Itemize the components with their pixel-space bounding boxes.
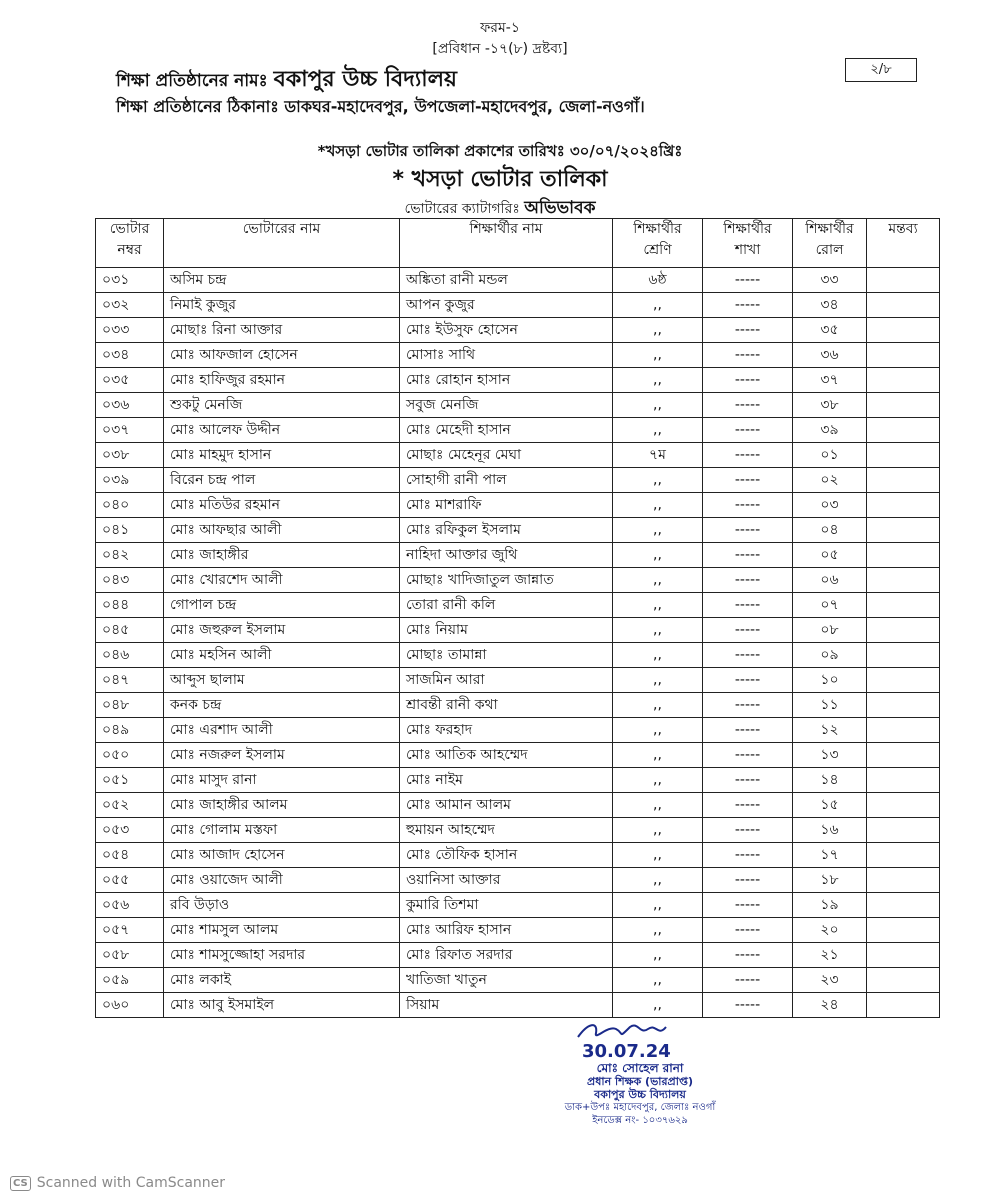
cell-section: -----: [703, 893, 793, 918]
cell-remarks: [867, 743, 940, 768]
cell-voter-no: ০৪৭: [96, 668, 164, 693]
cell-student-name: মোসাঃ সাথি: [400, 343, 613, 368]
cell-remarks: [867, 393, 940, 418]
cell-voter-no: ০৪২: [96, 543, 164, 568]
cell-remarks: [867, 693, 940, 718]
cell-section: -----: [703, 493, 793, 518]
table-row: [96, 343, 940, 368]
cell-voter-name: মোঃ আলেফ উদ্দীন: [164, 418, 400, 443]
cell-section: -----: [703, 943, 793, 968]
cell-voter-name: মোঃ শামসুল আলম: [164, 918, 400, 943]
cell-student-name: মোঃ ফরহাদ: [400, 718, 613, 743]
cell-remarks: [867, 368, 940, 393]
table-row: [96, 518, 940, 543]
cell-section: -----: [703, 743, 793, 768]
cell-section: -----: [703, 718, 793, 743]
category-label: ভোটারের ক্যাটাগরিঃ: [404, 201, 520, 217]
cell-voter-name: মোঃ আজাদ হোসেন: [164, 843, 400, 868]
cell-remarks: [867, 993, 940, 1018]
institution-name: বকাপুর উচ্চ বিদ্যালয়: [273, 67, 457, 92]
cell-class: ,,: [613, 943, 703, 968]
signature-scribble: [578, 1025, 666, 1037]
cell-student-name: ওয়ানিসা আক্তার: [400, 868, 613, 893]
cell-student-name: মোঃ আতিক আহম্মেদ: [400, 743, 613, 768]
table-row: [96, 818, 940, 843]
cell-student-name: অঙ্কিতা রানী মন্ডল: [400, 268, 613, 293]
cell-voter-name: মোঃ আবু ইসমাইল: [164, 993, 400, 1018]
cell-class: ,,: [613, 593, 703, 618]
cell-student-name: মোছাঃ তামান্না: [400, 643, 613, 668]
cell-class: ,,: [613, 368, 703, 393]
cell-remarks: [867, 718, 940, 743]
table-row: [96, 993, 940, 1018]
cell-roll: ০৫: [793, 543, 867, 568]
cell-remarks: [867, 668, 940, 693]
cell-voter-no: ০৫৭: [96, 918, 164, 943]
cell-class: ,,: [613, 718, 703, 743]
cell-roll: ৩৬: [793, 343, 867, 368]
cell-class: ,,: [613, 893, 703, 918]
cell-section: -----: [703, 393, 793, 418]
institution-label: শিক্ষা প্রতিষ্ঠানের নামঃ: [116, 71, 268, 91]
cell-voter-name: মোঃ আফজাল হোসেন: [164, 343, 400, 368]
cell-voter-name: অসিম চন্দ্র: [164, 268, 400, 293]
cell-section: -----: [703, 868, 793, 893]
cell-section: -----: [703, 268, 793, 293]
cell-student-name: মোঃ আরিফ হাসান: [400, 918, 613, 943]
cell-class: ,,: [613, 993, 703, 1018]
cell-section: -----: [703, 918, 793, 943]
cell-remarks: [867, 893, 940, 918]
cell-roll: ১৮: [793, 868, 867, 893]
cell-voter-name: মোঃ ওয়াজেদ আলী: [164, 868, 400, 893]
cell-student-name: সবুজ মেনজি: [400, 393, 613, 418]
cell-student-name: শ্রাবন্তী রানী কথা: [400, 693, 613, 718]
cell-section: -----: [703, 318, 793, 343]
cell-section: -----: [703, 643, 793, 668]
cell-section: -----: [703, 993, 793, 1018]
camscanner-icon: CS: [10, 1176, 31, 1191]
cell-student-name: খাতিজা খাতুন: [400, 968, 613, 993]
cell-section: -----: [703, 418, 793, 443]
cell-remarks: [867, 318, 940, 343]
cell-class: ,,: [613, 793, 703, 818]
cell-section: -----: [703, 443, 793, 468]
cell-class: ,,: [613, 543, 703, 568]
cell-roll: ৩৭: [793, 368, 867, 393]
cell-remarks: [867, 418, 940, 443]
cell-voter-no: ০৫১: [96, 768, 164, 793]
cell-roll: ১৩: [793, 743, 867, 768]
cell-voter-no: ০৪৮: [96, 693, 164, 718]
signature: [568, 1015, 718, 1061]
table-row: [96, 868, 940, 893]
cell-remarks: [867, 968, 940, 993]
cell-voter-no: ০৪৪: [96, 593, 164, 618]
cell-roll: ০৭: [793, 593, 867, 618]
cell-voter-no: ০৫০: [96, 743, 164, 768]
cell-voter-name: মোঃ জাহাঙ্গীর: [164, 543, 400, 568]
cell-remarks: [867, 343, 940, 368]
cell-roll: ৩৩: [793, 268, 867, 293]
col-class: শিক্ষার্থীর শ্রেণি: [613, 219, 703, 268]
cell-section: -----: [703, 768, 793, 793]
table-row: [96, 443, 940, 468]
signatory-designation: প্রধান শিক্ষক (ভারপ্রাপ্ত): [587, 1075, 693, 1088]
cell-student-name: মোঃ নাইম: [400, 768, 613, 793]
cell-roll: ২৪: [793, 993, 867, 1018]
category-value: অভিভাবক: [524, 198, 596, 218]
cell-voter-no: ০৩২: [96, 293, 164, 318]
cell-class: ,,: [613, 968, 703, 993]
table-row: [96, 643, 940, 668]
table-row: [96, 943, 940, 968]
cell-class: ৬ষ্ঠ: [613, 268, 703, 293]
cell-remarks: [867, 768, 940, 793]
cell-roll: ৩৪: [793, 293, 867, 318]
cell-student-name: আপন কুজুর: [400, 293, 613, 318]
col-student-name: শিক্ষার্থীর নাম: [400, 219, 613, 268]
cell-class: ,,: [613, 518, 703, 543]
signatory-school: বকাপুর উচ্চ বিদ্যালয়: [594, 1088, 686, 1101]
cell-voter-name: গোপাল চন্দ্র: [164, 593, 400, 618]
cell-voter-name: রবি উড়াও: [164, 893, 400, 918]
cell-roll: ০৩: [793, 493, 867, 518]
cell-section: -----: [703, 793, 793, 818]
cell-class: ,,: [613, 618, 703, 643]
cell-voter-name: মোঃ আফছার আলী: [164, 518, 400, 543]
cell-voter-name: কনক চন্দ্র: [164, 693, 400, 718]
table-row: [96, 618, 940, 643]
cell-section: -----: [703, 368, 793, 393]
institution-address: শিক্ষা প্রতিষ্ঠানের ঠিকানাঃ ডাকঘর-মহাদেবপুর, উপজেলা-মহাদেবপুর, জেলা-নওগাঁ।: [116, 97, 645, 116]
cell-class: ,,: [613, 843, 703, 868]
cell-voter-no: ০৩১: [96, 268, 164, 293]
cell-voter-no: ০৪৫: [96, 618, 164, 643]
cell-student-name: মোঃ রফিকুল ইসলাম: [400, 518, 613, 543]
cell-voter-no: ০৪৬: [96, 643, 164, 668]
cell-section: -----: [703, 968, 793, 993]
table-row: [96, 493, 940, 518]
table-row: [96, 593, 940, 618]
list-title: * খসড়া ভোটার তালিকা: [392, 167, 608, 192]
rule-reference: [প্রবিধান -১৭(৮) দ্রষ্টব্য]: [432, 41, 568, 57]
cell-remarks: [867, 943, 940, 968]
cell-voter-name: মোঃ মতিউর রহমান: [164, 493, 400, 518]
cell-student-name: মোঃ রোহান হাসান: [400, 368, 613, 393]
cell-remarks: [867, 443, 940, 468]
cell-voter-name: মোছাঃ রিনা আক্তার: [164, 318, 400, 343]
table-row: [96, 568, 940, 593]
signature-date: 30.07.24: [582, 1041, 671, 1061]
voter-table-body: [96, 268, 940, 1018]
cell-remarks: [867, 518, 940, 543]
cell-roll: ০৪: [793, 518, 867, 543]
col-voter-no: ভোটার নম্বর: [96, 219, 164, 268]
table-row: [96, 293, 940, 318]
signatory-index: ইনডেক্স নং- ১০৩৭৬২৯: [592, 1115, 688, 1126]
cell-voter-no: ০৩৩: [96, 318, 164, 343]
cell-section: -----: [703, 293, 793, 318]
cell-class: ,,: [613, 493, 703, 518]
cell-class: ,,: [613, 318, 703, 343]
cell-roll: ০২: [793, 468, 867, 493]
table-row: [96, 843, 940, 868]
cell-remarks: [867, 268, 940, 293]
table-row: [96, 468, 940, 493]
cell-voter-no: ০৫৬: [96, 893, 164, 918]
cell-remarks: [867, 843, 940, 868]
cell-voter-no: ০৪৯: [96, 718, 164, 743]
cell-roll: ১৭: [793, 843, 867, 868]
cell-class: ,,: [613, 768, 703, 793]
cell-class: ,,: [613, 818, 703, 843]
cell-voter-name: মোঃ জহুরুল ইসলাম: [164, 618, 400, 643]
cell-student-name: মোঃ নিয়াম: [400, 618, 613, 643]
table-row: [96, 393, 940, 418]
cell-voter-no: ০৪৩: [96, 568, 164, 593]
cell-remarks: [867, 468, 940, 493]
cell-class: ,,: [613, 418, 703, 443]
cell-voter-no: ০৪১: [96, 518, 164, 543]
cell-voter-no: ০৪০: [96, 493, 164, 518]
cell-student-name: মোঃ মাশরাফি: [400, 493, 613, 518]
cell-class: ,,: [613, 668, 703, 693]
table-row: [96, 743, 940, 768]
cell-class: ,,: [613, 868, 703, 893]
cell-voter-no: ০৫৯: [96, 968, 164, 993]
cell-class: ,,: [613, 343, 703, 368]
cell-voter-no: ০৩৮: [96, 443, 164, 468]
table-row: [96, 318, 940, 343]
cell-roll: ১০: [793, 668, 867, 693]
cell-remarks: [867, 493, 940, 518]
cell-roll: ৩৫: [793, 318, 867, 343]
cell-remarks: [867, 293, 940, 318]
cell-class: ,,: [613, 643, 703, 668]
table-row: [96, 693, 940, 718]
cell-voter-no: ০৩৪: [96, 343, 164, 368]
camscanner-text: Scanned with CamScanner: [36, 1175, 226, 1191]
cell-section: -----: [703, 468, 793, 493]
cell-voter-name: নিমাই কুজুর: [164, 293, 400, 318]
cell-section: -----: [703, 343, 793, 368]
cell-student-name: মোঃ মেহেদী হাসান: [400, 418, 613, 443]
cell-roll: ২৩: [793, 968, 867, 993]
cell-section: -----: [703, 818, 793, 843]
table-row: [96, 718, 940, 743]
cell-remarks: [867, 868, 940, 893]
cell-class: ,,: [613, 468, 703, 493]
cell-voter-name: মোঃ মহসিন আলী: [164, 643, 400, 668]
cell-voter-no: ০৫২: [96, 793, 164, 818]
cell-student-name: সোহাগী রানী পাল: [400, 468, 613, 493]
cell-student-name: মোছাঃ খাদিজাতুল জান্নাত: [400, 568, 613, 593]
signatory-address: ডাক+উপঃ মহাদেবপুর, জেলাঃ নওগাঁ: [564, 1102, 716, 1113]
cell-class: ,,: [613, 693, 703, 718]
table-row: [96, 418, 940, 443]
cell-section: -----: [703, 668, 793, 693]
cell-remarks: [867, 818, 940, 843]
cell-student-name: মোঃ রিফাত সরদার: [400, 943, 613, 968]
cell-voter-no: ০৫৫: [96, 868, 164, 893]
cell-student-name: মোছাঃ মেহেনূর মেঘা: [400, 443, 613, 468]
cell-voter-name: শুকটু মেনজি: [164, 393, 400, 418]
cell-section: -----: [703, 543, 793, 568]
cell-voter-no: ০৩৬: [96, 393, 164, 418]
cell-voter-name: মোঃ এরশাদ আলী: [164, 718, 400, 743]
publish-date: *খসড়া ভোটার তালিকা প্রকাশের তারিখঃ ৩০/০৭/২০২৪খ্রিঃ: [317, 142, 683, 160]
cell-remarks: [867, 543, 940, 568]
cell-voter-no: ০৩৫: [96, 368, 164, 393]
cell-voter-name: মোঃ নজরুল ইসলাম: [164, 743, 400, 768]
cell-student-name: তোরা রানী কলি: [400, 593, 613, 618]
signatory-name: মোঃ সোহেল রানা: [596, 1061, 684, 1075]
cell-roll: ১১: [793, 693, 867, 718]
col-remarks: মন্তব্য: [867, 219, 940, 268]
cell-roll: ০৯: [793, 643, 867, 668]
table-header-row: [96, 219, 940, 268]
cell-student-name: মোঃ আমান আলম: [400, 793, 613, 818]
table-row: [96, 543, 940, 568]
cell-voter-no: ০৫৪: [96, 843, 164, 868]
signatory-seal: [540, 1062, 740, 1127]
cell-roll: ০৮: [793, 618, 867, 643]
cell-class: ৭ম: [613, 443, 703, 468]
table-row: [96, 968, 940, 993]
cell-voter-name: মোঃ খোরশেদ আলী: [164, 568, 400, 593]
cell-roll: ৩৯: [793, 418, 867, 443]
cell-voter-name: মোঃ গোলাম মস্তফা: [164, 818, 400, 843]
cell-roll: ০৬: [793, 568, 867, 593]
cell-voter-name: মোঃ মাসুদ রানা: [164, 768, 400, 793]
cell-class: ,,: [613, 918, 703, 943]
cell-student-name: কুমারি তিশমা: [400, 893, 613, 918]
cell-section: -----: [703, 568, 793, 593]
cell-section: -----: [703, 693, 793, 718]
cell-roll: ০১: [793, 443, 867, 468]
cell-roll: ১২: [793, 718, 867, 743]
cell-section: -----: [703, 518, 793, 543]
cell-roll: ১৯: [793, 893, 867, 918]
page-number-box: ২/৮: [845, 58, 917, 82]
cell-voter-no: ০৫৮: [96, 943, 164, 968]
cell-voter-no: ০৫৩: [96, 818, 164, 843]
cell-roll: ২০: [793, 918, 867, 943]
cell-student-name: হুমায়ন আহম্মেদ: [400, 818, 613, 843]
cell-voter-name: বিরেন চন্দ্র পাল: [164, 468, 400, 493]
table-row: [96, 918, 940, 943]
cell-section: -----: [703, 618, 793, 643]
cell-remarks: [867, 568, 940, 593]
col-section: শিক্ষার্থীর শাখা: [703, 219, 793, 268]
col-voter-name: ভোটারের নাম: [164, 219, 400, 268]
cell-class: ,,: [613, 293, 703, 318]
cell-student-name: মোঃ তৌফিক হাসান: [400, 843, 613, 868]
cell-student-name: সিয়াম: [400, 993, 613, 1018]
cell-voter-no: ০৩৯: [96, 468, 164, 493]
cell-class: ,,: [613, 743, 703, 768]
cell-student-name: নাহিদা আক্তার জুথি: [400, 543, 613, 568]
cell-voter-name: মোঃ লকাই: [164, 968, 400, 993]
table-row: [96, 768, 940, 793]
cell-section: -----: [703, 593, 793, 618]
cell-remarks: [867, 643, 940, 668]
voter-table: [95, 218, 940, 1018]
table-row: [96, 893, 940, 918]
cell-voter-name: মোঃ মাহমুদ হাসান: [164, 443, 400, 468]
cell-remarks: [867, 618, 940, 643]
cell-voter-name: আব্দুস ছালাম: [164, 668, 400, 693]
cell-student-name: মোঃ ইউসুফ হোসেন: [400, 318, 613, 343]
cell-roll: ১৬: [793, 818, 867, 843]
table-row: [96, 668, 940, 693]
cell-roll: ৩৮: [793, 393, 867, 418]
table-row: [96, 793, 940, 818]
cell-roll: ১৪: [793, 768, 867, 793]
cell-remarks: [867, 593, 940, 618]
cell-voter-no: ০৩৭: [96, 418, 164, 443]
cell-roll: ২১: [793, 943, 867, 968]
cell-remarks: [867, 793, 940, 818]
cell-voter-name: মোঃ হাফিজুর রহমান: [164, 368, 400, 393]
form-number: ফরম-১: [480, 20, 520, 36]
cell-remarks: [867, 918, 940, 943]
cell-section: -----: [703, 843, 793, 868]
cell-voter-no: ০৬০: [96, 993, 164, 1018]
cell-student-name: সাজমিন আরা: [400, 668, 613, 693]
cell-voter-name: মোঃ শামসুজ্জোহা সরদার: [164, 943, 400, 968]
cell-voter-name: মোঃ জাহাঙ্গীর আলম: [164, 793, 400, 818]
cell-class: ,,: [613, 393, 703, 418]
cell-roll: ১৫: [793, 793, 867, 818]
cell-class: ,,: [613, 568, 703, 593]
col-roll: শিক্ষার্থীর রোল: [793, 219, 867, 268]
table-row: [96, 368, 940, 393]
table-row: [96, 268, 940, 293]
camscanner-watermark: [10, 1175, 225, 1191]
